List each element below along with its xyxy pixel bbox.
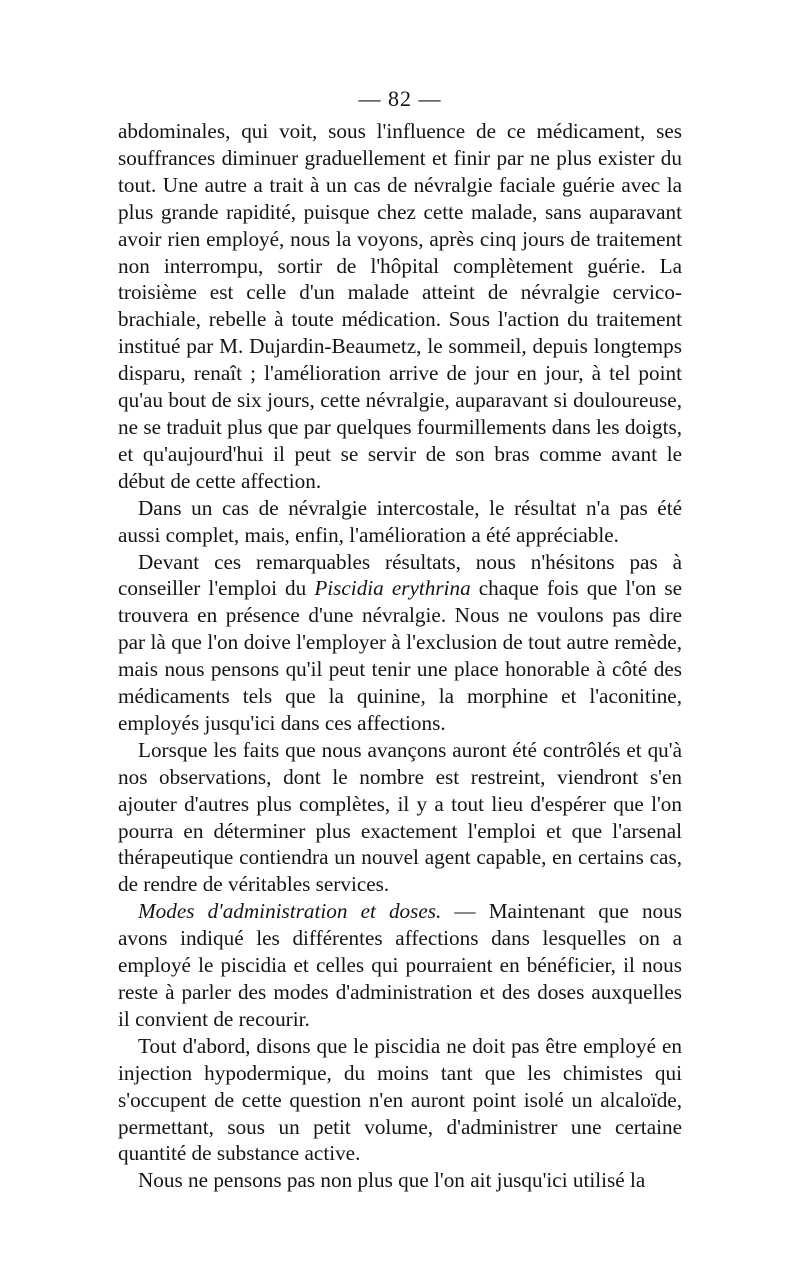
paragraph-1: abdominales, qui voit, sous l'influence de ce médicament, ses souffrances diminuer graduellement et finir par ne plus exister du tout. Une autre a trait à un cas de névralgie faciale guérie avec la plus grande rapidité, puisque chez cette malade, sans auparavant avoir rien employé, nous la voyons, après cinq jours de traitement non interrompu, sortir de l'hôpital complètement guérie. La troisième est celle d'un malade atteint de névralgie cervico-brachiale, rebelle à toute médication. Sous l'action du traitement institué par M. Dujardin-Beaumetz, le sommeil, depuis longtemps disparu, renaît ; l'amélioration arrive de jour en jour, à tel point qu'au bout de six jours, cette névralgie, auparavant si douloureuse, ne se traduit plus que par quelques fourmillements dans les doigts, et qu'aujourd'hui il peut se servir de son bras comme avant le début de cette affection. bbox=[118, 119, 682, 493]
paragraph-2: Dans un cas de névralgie intercostale, le résultat n'a pas été aussi complet, mais, enfin, l'amélioration a été appréciable. bbox=[118, 495, 682, 547]
paragraph-5-after: — Maintenant que nous avons indiqué les différentes affections dans lesquelles on a employé le piscidia et celles qui pourraient en bénéficier, il nous reste à parler des modes d'administration et des doses auxquelles il convient de recourir. bbox=[118, 899, 682, 1031]
paragraph-6: Tout d'abord, disons que le piscidia ne doit pas être employé en injection hypodermique, du moins tant que les chimistes qui s'occupent de cette question n'en auront point isolé un alcaloïde, permettant, sous un petit volume, d'administrer une certaine quantité de substance active. bbox=[118, 1033, 682, 1166]
page-number: — 82 — bbox=[358, 86, 442, 111]
body-text bbox=[118, 118, 682, 1194]
paragraph-3 bbox=[118, 549, 682, 737]
paragraph-4: Lorsque les faits que nous avançons auront été contrôlés et qu'à nos observations, dont le nombre est restreint, viendront s'en ajouter d'autres plus complètes, il y a tout lieu d'espérer que l'on pourra en déterminer plus exactement l'emploi et que l'arsenal thérapeutique contiendra un nouvel agent capable, en certains cas, de rendre de véritables services. bbox=[118, 737, 682, 897]
paragraph-7: Nous ne pensons pas non plus que l'on ait jusqu'ici utilisé la bbox=[138, 1168, 646, 1193]
paragraph-5 bbox=[118, 898, 682, 1033]
species-name: Piscidia erythrina bbox=[314, 576, 471, 601]
section-heading: Modes d'administration et doses. bbox=[138, 899, 442, 924]
paragraph-3-before: Devant ces remarquables résultats, nous n'hésitons pas à conseiller l'emploi du bbox=[118, 549, 682, 601]
paragraph-3-after: chaque fois que l'on se trouvera en présence d'une névralgie. Nous ne voulons pas dire par là que l'on doive l'employer à l'exclusion de tout autre remède, mais nous pensons qu'il peut tenir une place honorable à côté des médicaments tels que la quinine, la morphine et l'aconitine, employés jusqu'ici dans ces affections. bbox=[118, 576, 682, 735]
